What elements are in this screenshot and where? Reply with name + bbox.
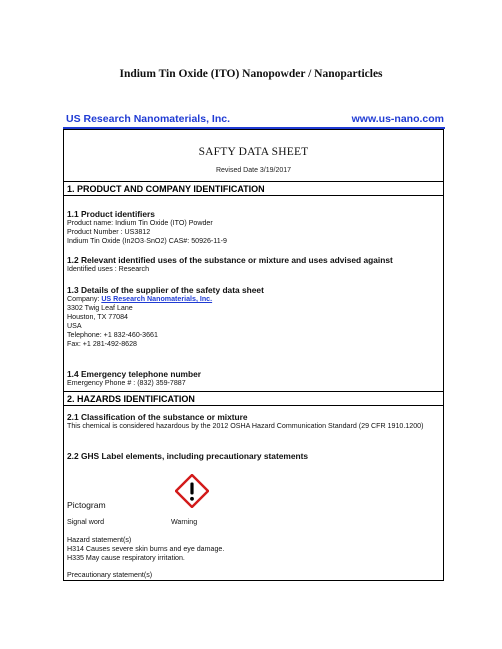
signal-word-label: Signal word	[67, 518, 105, 526]
identified-uses	[67, 255, 439, 274]
sheet-title-box	[63, 129, 444, 182]
supplier-telephone: Telephone: +1 832-460-3661	[67, 330, 158, 339]
revised-date: Revised Date 3/19/2017	[215, 167, 292, 174]
supplier-company-link[interactable]: US Research Nanomaterials, Inc.	[101, 295, 213, 303]
product-name: Product name: Indium Tin Oxide (ITO) Powder	[67, 219, 213, 227]
hazard-statement-h314: H314 Causes severe skin burns and eye damage.	[67, 544, 225, 553]
supplier-details-title: 1.3 Details of the supplier of the safety data sheet	[67, 285, 264, 295]
identified-uses-text: Identified uses : Research	[67, 265, 150, 273]
product-cas: Indium Tin Oxide (In2O3·SnO2) CAS#: 50926-11-9	[67, 236, 227, 245]
classification	[67, 412, 439, 431]
supplier-address-country: USA	[67, 321, 82, 330]
document-title: Indium Tin Oxide (ITO) Nanopowder / Nanoparticles	[119, 68, 383, 80]
pictogram-label: Pictogram	[67, 500, 106, 510]
precautionary-statements	[67, 571, 439, 580]
classification-title: 2.1 Classification of the substance or mixture	[67, 412, 248, 422]
supplier-company-prefix: Company:	[67, 295, 102, 303]
identified-uses-title: 1.2 Relevant identified uses of the substance or mixture and uses advised against	[67, 255, 393, 265]
emergency-telephone	[67, 369, 439, 388]
product-number: Product Number : US3812	[67, 227, 151, 236]
hazard-statements-title: Hazard statement(s)	[67, 536, 132, 544]
brand-header	[66, 113, 444, 127]
company-name: US Research Nanomaterials, Inc.	[66, 113, 230, 125]
hazard-statements	[67, 536, 439, 563]
website-link[interactable]: www.us-nano.com	[351, 113, 444, 125]
hazard-statement-h335: H335 May cause respiratory irritation.	[67, 553, 185, 562]
section-1-heading: 1. PRODUCT AND COMPANY IDENTIFICATION	[64, 182, 443, 196]
supplier-fax: Fax: +1 281-492-8628	[67, 339, 138, 348]
exclamation-mark-icon	[175, 474, 209, 508]
precautionary-statements-title: Precautionary statement(s)	[67, 571, 153, 579]
ghs-label-elements	[67, 451, 439, 461]
sheet-title: SAFTY DATA SHEET	[198, 146, 309, 158]
supplier-company	[67, 295, 439, 304]
section-1	[63, 181, 444, 392]
emergency-telephone-title: 1.4 Emergency telephone number	[67, 369, 202, 379]
supplier-details	[67, 285, 439, 348]
pictogram-row	[67, 474, 439, 510]
signal-word-row	[67, 518, 439, 528]
product-identifiers-title: 1.1 Product identifiers	[67, 209, 155, 219]
supplier-address-city: Houston, TX 77084	[67, 312, 128, 321]
emergency-phone: Emergency Phone # : (832) 359-7887	[67, 379, 186, 387]
section-2	[63, 391, 444, 581]
section-2-heading: 2. HAZARDS IDENTIFICATION	[64, 392, 443, 406]
supplier-address-street: 3302 Twig Leaf Lane	[67, 303, 133, 312]
ghs-label-title: 2.2 GHS Label elements, including precautionary statements	[67, 451, 309, 461]
product-identifiers	[67, 209, 439, 246]
signal-word-value: Warning	[171, 518, 198, 526]
classification-text: This chemical is considered hazardous by the 2012 OSHA Hazard Communication Standard (29 CFR 1910.1200)	[67, 422, 424, 430]
